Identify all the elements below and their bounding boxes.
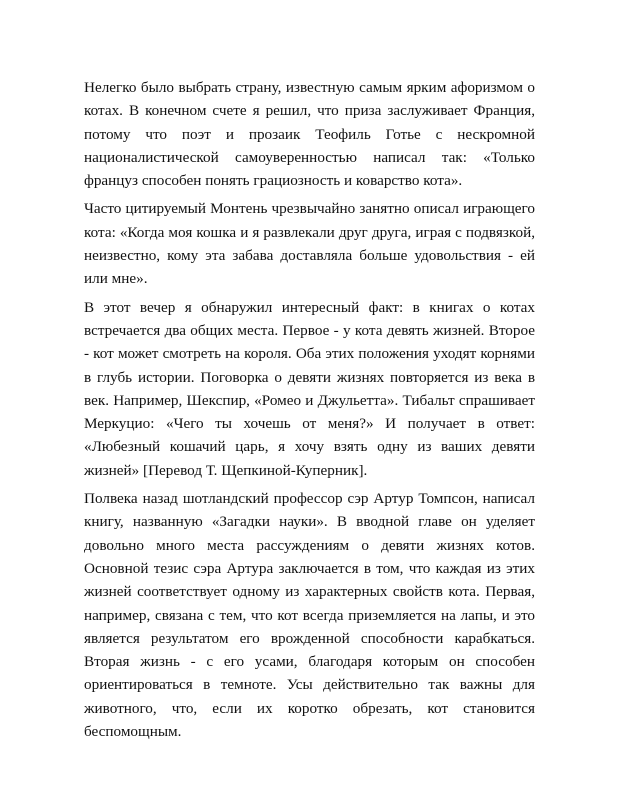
document-body bbox=[84, 76, 535, 748]
paragraph-2: Часто цитируемый Монтень чрезвычайно занятно описал играющего кота: «Когда моя кошка и я развлекали друг друга, играя с подвязкой, неизвестно, кому эта забава доставляла больше удовольствия - ей или мне». bbox=[84, 200, 535, 288]
paragraph-3: В этот вечер я обнаружил интересный факт: в книгах о котах встречается два общих места. Первое - у кота девять жизней. Второе - кот может смотреть на короля. Оба этих положения уходят корнями в глубь истории. Поговорка о девяти жизнях повторяется из века в век. Например, Шекспир, «Ромео и Джульетта». Тибальт спрашивает Меркуцио: «Чего ты хочешь от меня?» И получает в ответ: «Любезный кошачий царь, я хочу взять одну из ваших девяти жизней» [Перевод Т. Щепкиной-Куперник]. bbox=[84, 298, 535, 479]
paragraph-4: Полвека назад шотландский профессор сэр Артур Томпсон, написал книгу, названную «Загадки науки». В вводной главе он уделяет довольно много места рассуждениям о девяти жизнях котов. Основной тезис сэра Артура заключается в том, что каждая из этих жизней соответствует одному из характерных свойств кота. Первая, например, связана с тем, что кот всегда приземляется на лапы, и это является результатом его врожденной способности карабкаться. Вторая жизнь - с его усами, благодаря которым он способен ориентироваться в темноте. Усы действительно так важны для животного, что, если их коротко обрезать, кот становится беспомощным. bbox=[84, 490, 535, 741]
paragraph-1: Нелегко было выбрать страну, известную самым ярким афоризмом о котах. В конечном счете я решил, что приза заслуживает Франция, потому что поэт и прозаик Теофиль Готье с нескромной националистической самоуверенностью написал так: «Только француз способен понять грациозность и коварство кота». bbox=[84, 79, 535, 190]
